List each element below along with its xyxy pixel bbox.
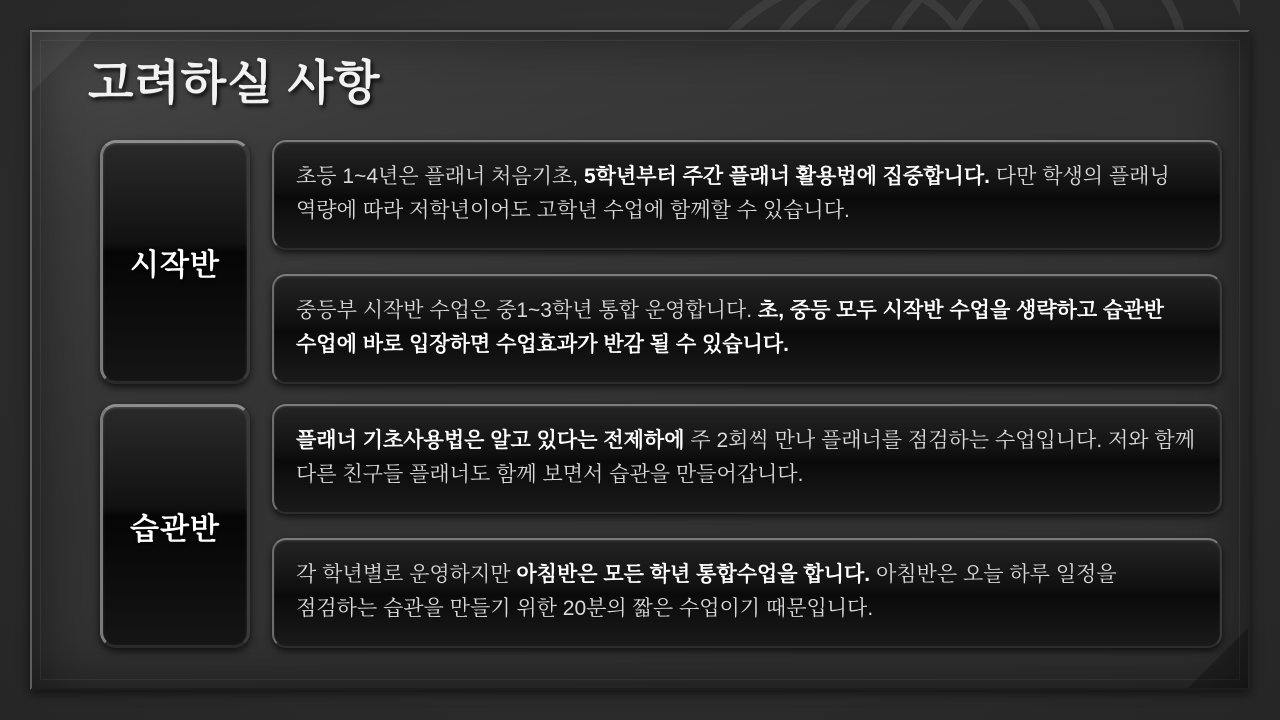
body-text: 초등 1~4년은 플래너 처음기초, [296, 165, 584, 188]
page-title: 고려하실 사항 [88, 56, 381, 109]
note-text [296, 294, 1198, 362]
emphasis-text: 플래너 기초사용법은 알고 있다는 전제하에 [296, 429, 685, 453]
rows-habit-class [272, 404, 1222, 648]
body-text: 다만 학생의 플래닝 역량에 따라 저학년이어도 고학년 수업에 함께할 수 있습니다. [296, 165, 1170, 223]
frame-bevel-top-left [32, 32, 92, 92]
note-row [272, 274, 1222, 384]
group-start-class [100, 140, 1222, 384]
note-text [296, 160, 1198, 228]
content-area [100, 140, 1222, 668]
note-row [272, 538, 1222, 648]
rows-start-class [272, 140, 1222, 384]
note-text [296, 558, 1198, 626]
body-text: 중등부 시작반 수업은 중1~3학년 통합 운영합니다. [296, 299, 758, 323]
body-text: 아침반은 오늘 하루 일정을 점검하는 습관을 만들기 위한 20분의 짧은 수업이기 때문입니다. [296, 563, 1117, 621]
category-label-start-class[interactable] [100, 140, 250, 384]
emphasis-text: 아침반은 모든 학년 통합수업을 합니다. [516, 563, 871, 587]
emphasis-text: 5학년부터 주간 플래너 활용법에 집중합니다. [583, 165, 990, 188]
category-label-habit-class[interactable] [100, 404, 250, 648]
group-habit-class [100, 404, 1222, 648]
category-label-text: 습관반 [130, 513, 220, 547]
body-text: 주 2회씩 만나 플래너를 점검하는 수업입니다. 저와 함께 다른 친구들 플래너도 함께 보면서 습관을 만들어갑니다. [296, 429, 1195, 487]
body-text: 각 학년별로 운영하지만 [296, 563, 517, 587]
category-label-text: 시작반 [130, 249, 220, 283]
note-row [272, 140, 1222, 250]
emphasis-text: 초, 중등 모두 시작반 수업을 생략하고 습관반 수업에 바로 입장하면 수업효과가 반감 될 수 있습니다. [296, 299, 1164, 357]
note-text [296, 424, 1198, 492]
note-row [272, 404, 1222, 514]
